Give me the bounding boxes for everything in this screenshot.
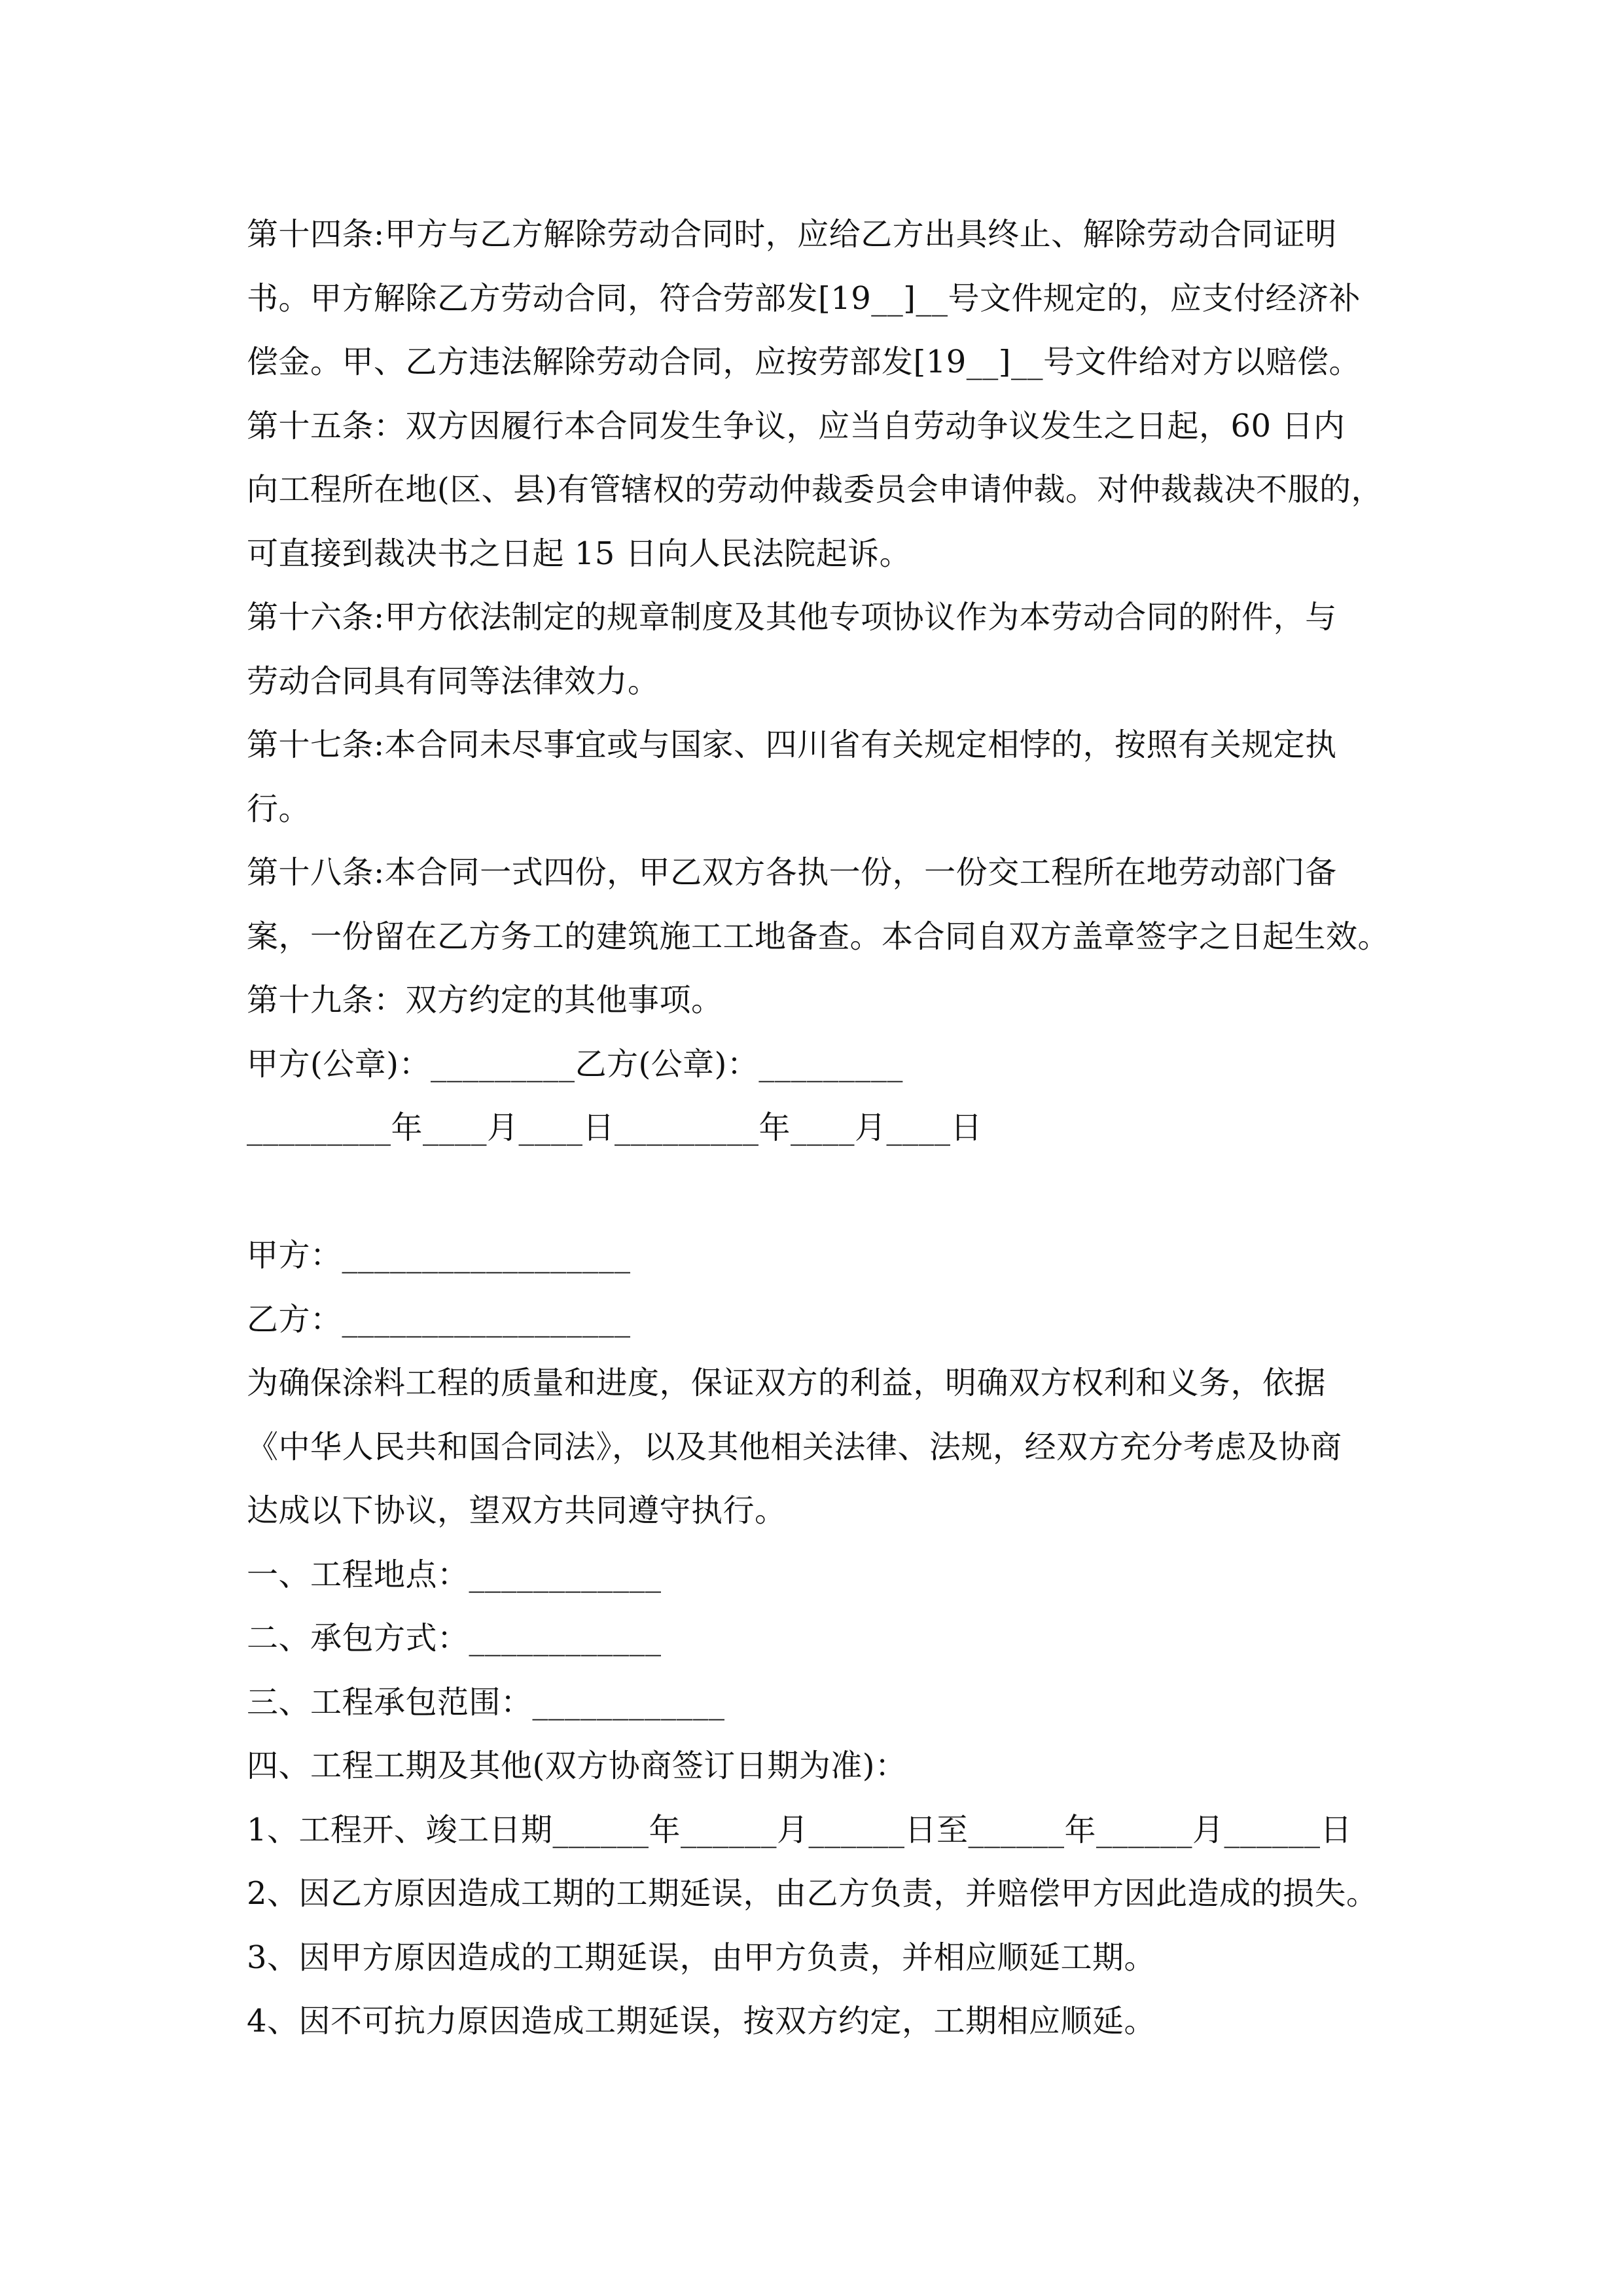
schedule-item: 3、因甲方原因造成的工期延误，由甲方负责，并相应顺延工期。	[247, 1939, 1156, 1976]
text-line: 偿金。甲、乙方违法解除劳动合同，应按劳部发[19__]__号文件给对方以赔偿。	[247, 344, 1361, 380]
date-line: _________年____月____日_________年____月____日	[247, 1109, 983, 1146]
contract-method-line: 二、承包方式：____________	[247, 1620, 662, 1657]
schedule-item: 2、因乙方原因造成工期的工期延误，由乙方负责，并赔偿甲方因此造成的损失。	[247, 1875, 1378, 1912]
section-gap	[247, 1160, 1425, 1225]
party-a-line: 甲方：__________________	[247, 1237, 631, 1274]
text-line: 第十七条:本合同未尽事宜或与国家、四川省有关规定相悖的，按照有关规定执	[247, 726, 1337, 763]
text-line: 向工程所在地(区、县)有管辖权的劳动仲裁委员会申请仲裁。对仲裁裁决不服的，	[247, 471, 1383, 508]
party-b-line: 乙方：__________________	[247, 1300, 631, 1338]
document-body	[247, 203, 1425, 2054]
text-line: 书。甲方解除乙方劳动合同，符合劳部发[19__]__号文件规定的，应支付经济补	[247, 279, 1361, 317]
schedule-heading: 四、工程工期及其他(双方协商签订日期为准)：	[247, 1748, 907, 1784]
text-line: 可直接到裁决书之日起 15 日向人民法院起诉。	[247, 535, 912, 572]
signature-line: 甲方(公章)：_________乙方(公章)：_________	[247, 1045, 903, 1083]
text-line: 行。	[247, 790, 311, 827]
project-location-line: 一、工程地点：____________	[247, 1556, 662, 1593]
schedule-item: 4、因不可抗力原因造成工期延误，按双方约定，工期相应顺延。	[247, 2003, 1156, 2039]
text-line: 第十六条:甲方依法制定的规章制度及其他专项协议作为本劳动合同的附件，与	[247, 599, 1337, 636]
schedule-item: 1、工程开、竣工日期______年______月______日至______年______月______日	[247, 1811, 1353, 1848]
project-scope-line: 三、工程承包范围：____________	[247, 1683, 725, 1721]
text-line: 第十五条：双方因履行本合同发生争议，应当自劳动争议发生之日起，60 日内	[247, 407, 1346, 444]
text-line: 案，一份留在乙方务工的建筑施工工地备查。本合同自双方盖章签字之日起生效。	[247, 918, 1390, 955]
text-line: 第十九条：双方约定的其他事项。	[247, 982, 723, 1018]
text-line: 第十八条:本合同一式四份，甲乙双方各执一份，一份交工程所在地劳动部门备	[247, 854, 1337, 891]
text-line: 《中华人民共和国合同法》，以及其他相关法律、法规，经双方充分考虑及协商	[247, 1428, 1342, 1465]
text-line: 第十四条:甲方与乙方解除劳动合同时，应给乙方出具终止、解除劳动合同证明	[247, 216, 1337, 253]
text-line: 达成以下协议，望双方共同遵守执行。	[247, 1492, 787, 1529]
text-line: 劳动合同具有同等法律效力。	[247, 662, 660, 700]
text-line: 为确保涂料工程的质量和进度，保证双方的利益，明确双方权利和义务，依据	[247, 1365, 1327, 1401]
